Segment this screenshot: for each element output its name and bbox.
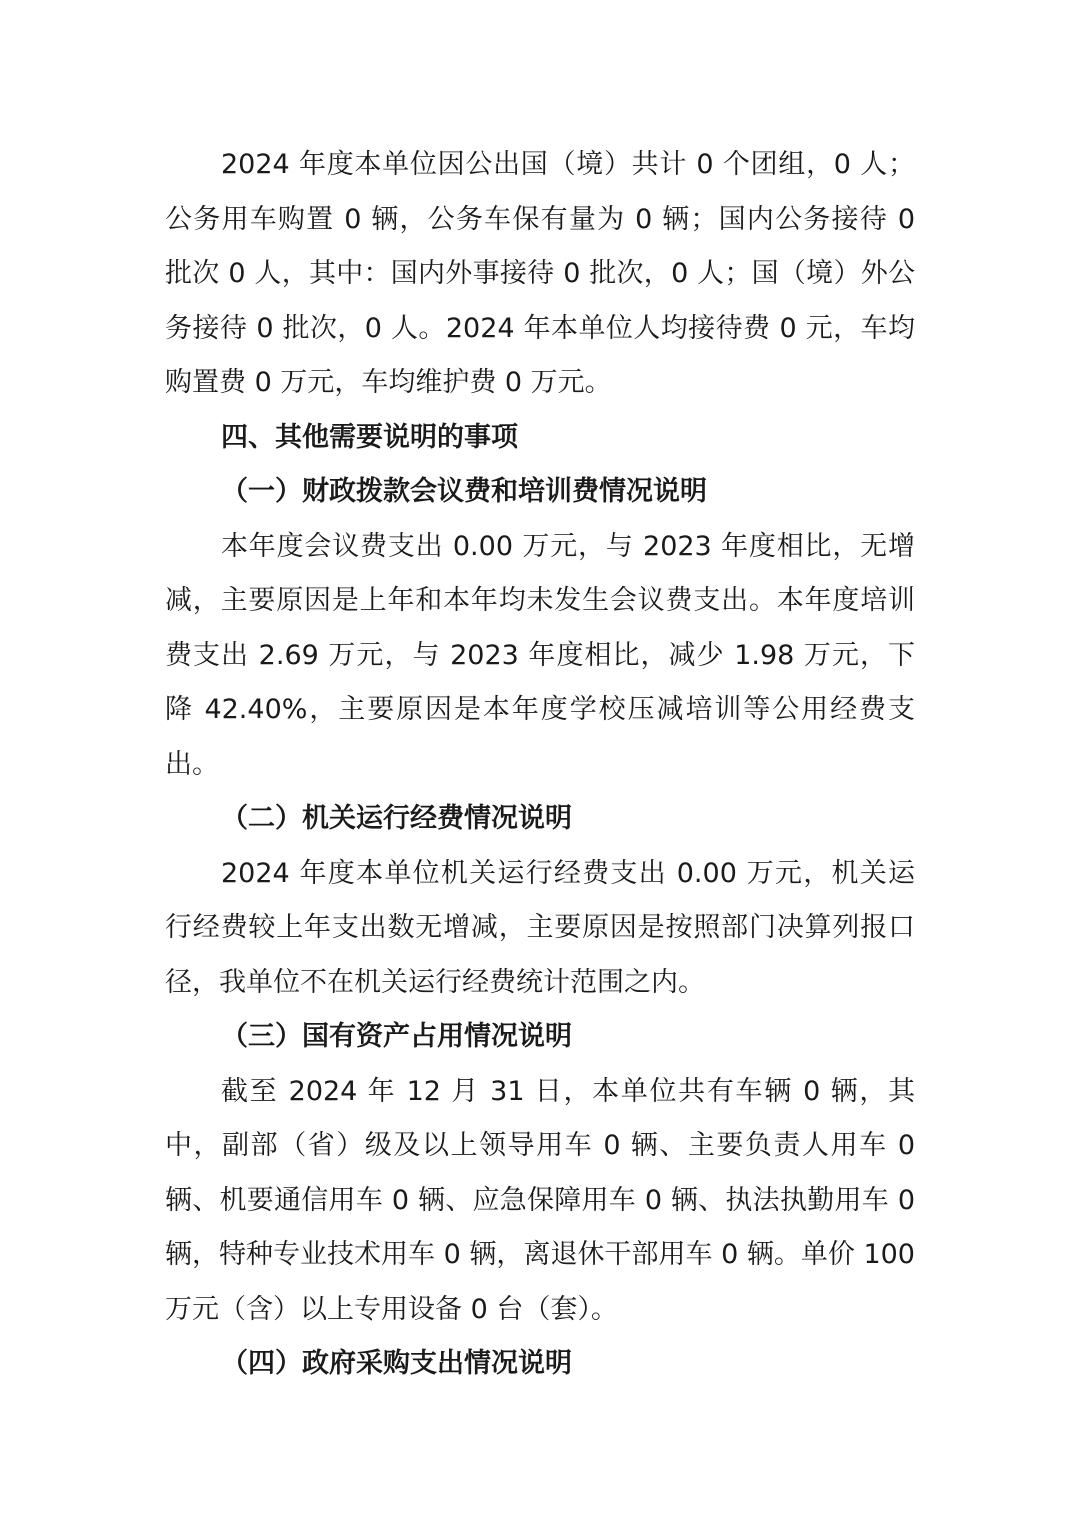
subsection-heading-operating-expenses: （二）机关运行经费情况说明: [221, 803, 572, 834]
paragraph-overseas-vehicles-reception: 2024 年度本单位因公出国（境）共计 0 个团组，0 人；公务用车购置 0 辆，公务车保有量为 0 辆；国内公务接待 0 批次 0 人，其中：国内外事接待 0 批次，0 人；国（境）外公务接待 0 批次，0 人。2024 年本单位人均接待费 0 元，车均购置费 0 万元，车均维护费 0 万元。: [165, 149, 915, 398]
paragraph-meeting-training: 本年度会议费支出 0.00 万元，与 2023 年度相比，无增减，主要原因是上年和本年均未发生会议费支出。本年度培训费支出 2.69 万元，与 2023 年度相比，减少 1.98 万元，下降 42.40%，主要原因是本年度学校压减培训等公用经费支出。: [165, 530, 915, 780]
section-heading-other-matters: 四、其他需要说明的事项: [221, 421, 518, 453]
paragraph-state-assets: 截至 2024 年 12 月 31 日，本单位共有车辆 0 辆，其中，副部（省）级及以上领导用车 0 辆、主要负责人用车 0 辆、机要通信用车 0 辆、应急保障用车 0 辆、执法执勤用车 0 辆，特种专业技术用车 0 辆，离退休干部用车 0 辆。单价 100 万元（含）以上专用设备 0 台（套）。: [165, 1075, 915, 1325]
subsection-heading-procurement: （四）政府采购支出情况说明: [221, 1348, 572, 1379]
paragraph-operating-expenses: 2024 年度本单位机关运行经费支出 0.00 万元，机关运行经费较上年支出数无增减，主要原因是按照部门决算列报口径，我单位不在机关运行经费统计范围之内。: [165, 857, 915, 998]
subsection-heading-meeting-training: （一）财政拨款会议费和培训费情况说明: [221, 476, 707, 507]
subsection-heading-state-assets: （三）国有资产占用情况说明: [221, 1021, 572, 1052]
document-body: [165, 138, 915, 1392]
